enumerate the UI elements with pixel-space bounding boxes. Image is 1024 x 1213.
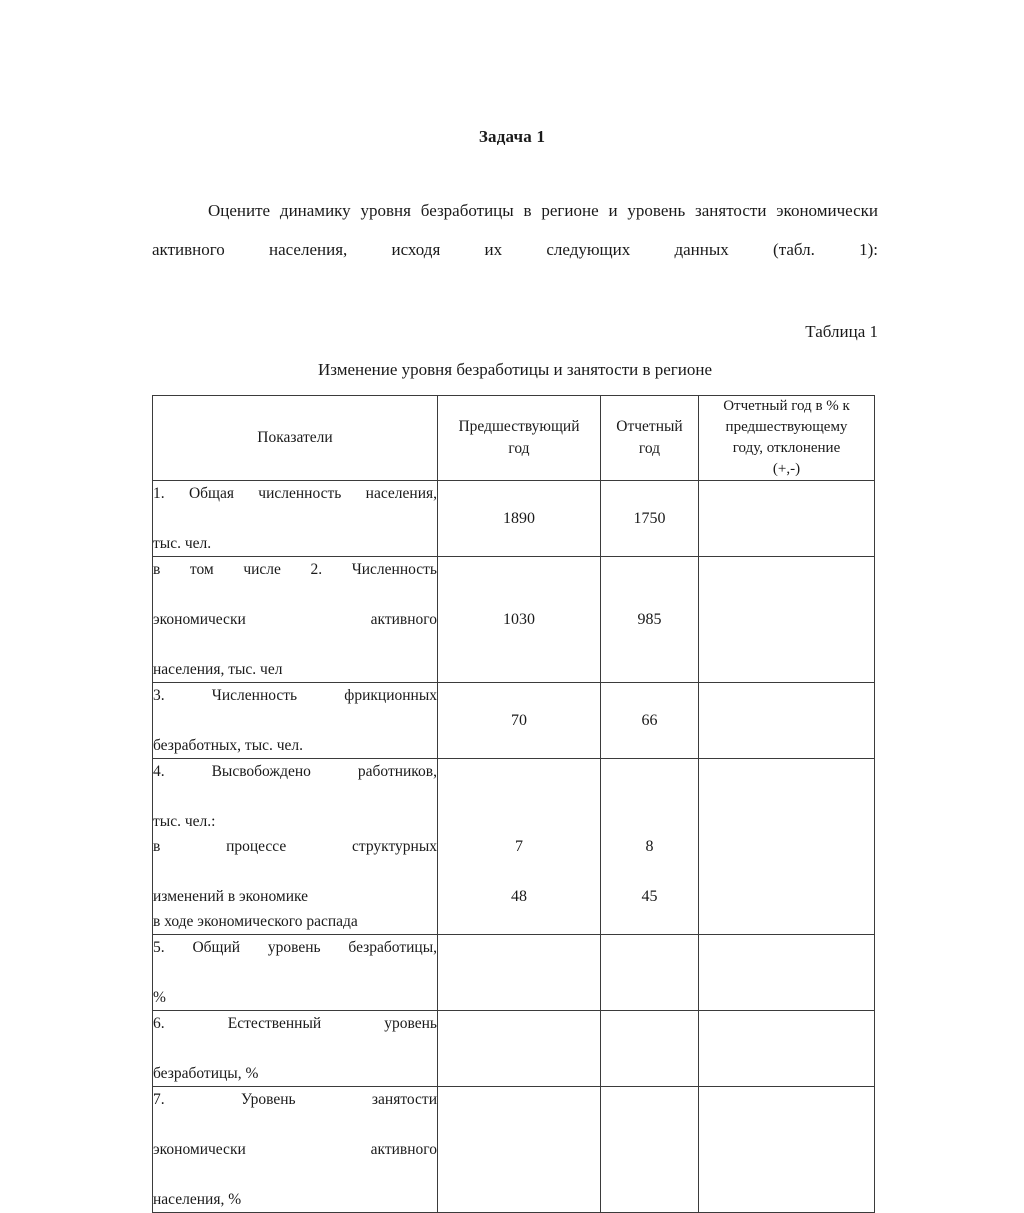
row-label-4-line3: в процессе структурных [153,838,437,855]
row-label-6 [153,1011,438,1087]
header-reporting-year [601,396,699,481]
row-label-6-line2: безработицы, % [153,1065,259,1082]
table-row [153,481,875,557]
table-row [153,557,875,683]
row-label-4-line2: тыс. чел.: [153,813,216,830]
row-3-deviation [699,683,875,759]
row-label-2-line2: экономически активного [153,611,437,628]
row-label-5-line2: % [153,989,166,1006]
row-label-2 [153,557,438,683]
row-7-previous [438,1087,601,1213]
row-label-4 [153,759,438,935]
row-2-previous: 1030 [438,557,601,683]
header-reporting-year-line2: год [638,440,661,457]
row-label-3 [153,683,438,759]
row-label-4-line5: в ходе экономического распада [153,913,358,930]
row-label-7-line2: экономически активного [153,1141,437,1158]
table-caption: Изменение уровня безработицы и занятости в регионе [317,360,713,379]
header-previous-year [438,396,601,481]
row-label-5 [153,935,438,1011]
row-3-current: 66 [601,683,699,759]
table-number-label: Таблица 1 [805,322,878,341]
row-4-previous [438,759,601,935]
header-deviation [699,396,875,481]
row-1-current: 1750 [601,481,699,557]
header-deviation-line2: предшествующему [725,419,848,435]
row-5-deviation [699,935,875,1011]
row-1-deviation [699,481,875,557]
row-5-previous [438,935,601,1011]
row-label-3-line1: 3. Численность фрикционных [153,687,437,704]
header-deviation-line1: Отчетный год в % к [723,398,850,414]
row-label-7-line3: населения, % [153,1191,242,1208]
row-label-3-line2: безработных, тыс. чел. [153,737,304,754]
row-4-current-a: 8 [645,838,654,855]
row-4-current-b: 45 [641,888,658,905]
header-indicators: Показатели [153,396,438,481]
table-row [153,683,875,759]
row-label-1-line1: 1. Общая численность населения, [153,485,437,502]
row-4-deviation [699,759,875,935]
row-label-2-line3: населения, тыс. чел [153,661,283,678]
row-4-previous-a: 7 [515,838,523,855]
intro-paragraph: Оцените динамику уровня безработицы в регионе и уровень занятости экономически активного населения, исходя их следующих данных (табл. 1): [152,201,878,259]
row-7-deviation [699,1087,875,1213]
row-4-current [601,759,699,935]
row-label-1 [153,481,438,557]
row-6-current [601,1011,699,1087]
row-label-4-line4: изменений в экономике [153,888,309,905]
header-deviation-line4: (+,-) [772,461,801,477]
row-2-current: 985 [601,557,699,683]
row-4-previous-b: 48 [511,888,527,905]
row-label-1-line2: тыс. чел. [153,535,212,552]
row-3-previous: 70 [438,683,601,759]
header-previous-year-line2: год [508,440,530,457]
table-row [153,1011,875,1087]
unemployment-table [152,395,875,1213]
table-row [153,1087,875,1213]
row-6-previous [438,1011,601,1087]
row-label-4-line1: 4. Высвобождено работников, [153,763,437,780]
table-row [153,935,875,1011]
row-6-deviation [699,1011,875,1087]
row-7-current [601,1087,699,1213]
row-label-6-line1: 6. Естественный уровень [153,1015,437,1032]
header-reporting-year-line1: Отчетный [616,418,683,435]
row-label-7 [153,1087,438,1213]
row-2-deviation [699,557,875,683]
row-label-5-line1: 5. Общий уровень безработицы, [153,939,437,956]
row-label-2-line1: в том числе 2. Численность [153,561,437,578]
table-header-row [153,396,875,481]
row-5-current [601,935,699,1011]
header-deviation-line3: году, отклонение [732,440,841,456]
row-label-7-line1: 7. Уровень занятости [153,1091,437,1108]
row-1-previous: 1890 [438,481,601,557]
table-row [153,759,875,935]
page-title: Задача 1 [478,127,546,146]
header-previous-year-line1: Предшествующий [458,418,580,435]
